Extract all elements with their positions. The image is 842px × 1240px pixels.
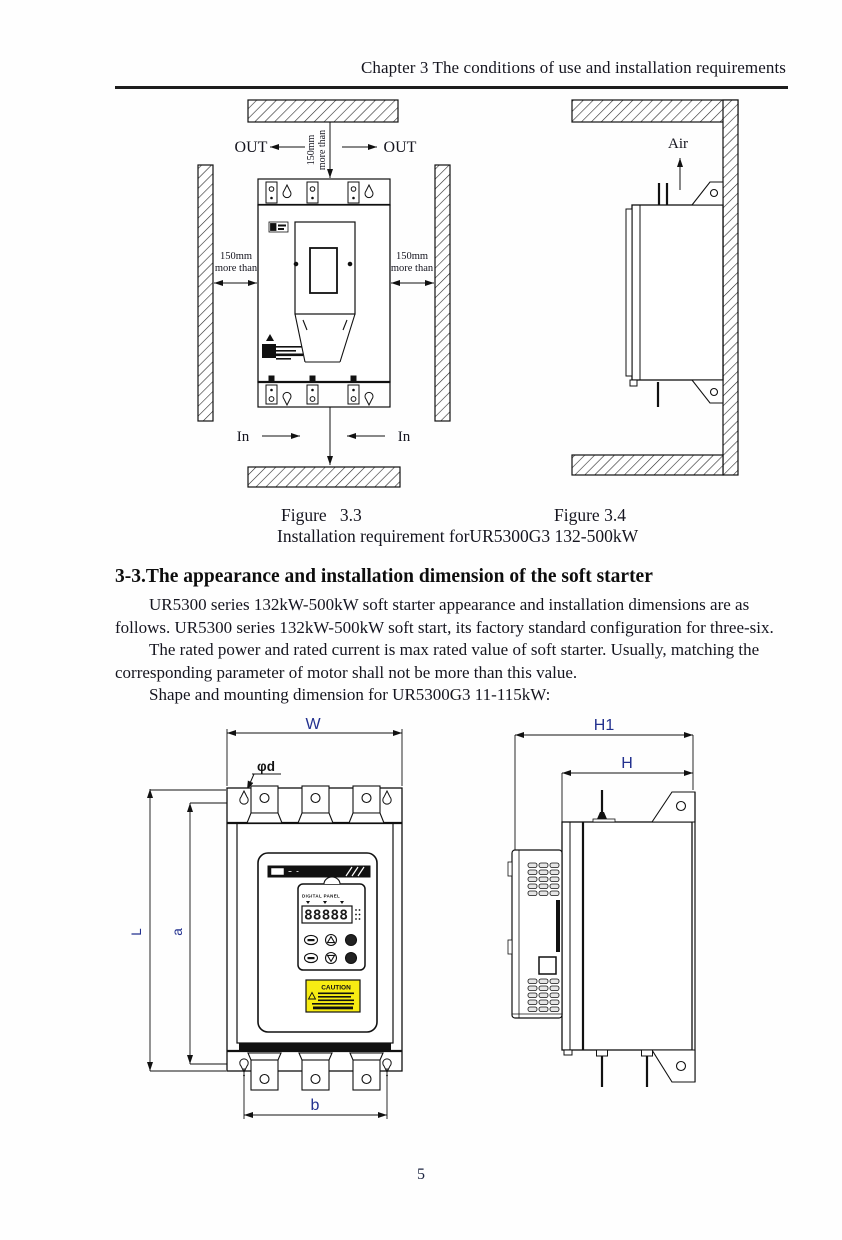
bottom-wall (572, 455, 723, 475)
dim-h1-label: H1 (593, 717, 615, 734)
left-clearance-label-line2: more than (214, 263, 258, 274)
figure-3-3-diagram (185, 95, 460, 500)
right-clearance-label-line2: more than (390, 263, 434, 274)
panel-screw (348, 262, 352, 266)
starter-front-body (227, 786, 402, 1090)
bottom-lugs (248, 1053, 383, 1090)
dimension-w (227, 729, 402, 786)
starter-side-body (508, 790, 695, 1087)
paragraph: UR5300 series 132kW-500kW soft starter appearance and installation dimensions are as follows. UR5300 series 132kW-500kW soft start, its factory standard configuration for three-six. (115, 595, 774, 637)
bottom-bracket (692, 380, 723, 403)
left-clearance-label-line1: 150mm (219, 251, 253, 262)
bottom-bracket (652, 1050, 695, 1082)
panel-title: DIGITAL PANEL (302, 893, 341, 899)
top-bracket (692, 182, 723, 205)
page-number: 5 (417, 1166, 425, 1183)
dim-phi-d-label: φd (257, 759, 275, 774)
bottom-wall (248, 467, 400, 487)
display-digits: 88888 (304, 908, 349, 924)
top-wall (572, 100, 738, 122)
chapter-header: Chapter 3 The conditions of use and installation requirements (360, 58, 786, 77)
brand-plate (269, 222, 288, 232)
dim-w-label: W (305, 716, 321, 733)
top-wall (248, 100, 398, 122)
caution-title: CAUTION (321, 984, 351, 992)
keypad-panel (298, 877, 365, 970)
air-label: Air (668, 136, 688, 152)
side-view-dimension-drawing (485, 705, 710, 1135)
header-rule (115, 86, 788, 89)
in-left-label: In (236, 429, 250, 445)
dim-b-label: b (310, 1097, 320, 1114)
dimension-l (150, 789, 226, 1071)
section-heading: 3-3.The appearance and installation dimension of the soft starter (115, 566, 653, 587)
dim-l-label: L (129, 928, 144, 936)
caption-figure-3-4: Figure 3.4 (554, 505, 626, 525)
keyhole-slot (283, 392, 291, 405)
cover-top-strip (268, 866, 370, 877)
right-wall (435, 165, 450, 421)
paragraph: The rated power and rated current is max rated value of soft starter. Usually, matching the corresponding parameter of motor shall not be more than this value. (115, 640, 760, 682)
caption-figure-3-3: Figure 3.3 (281, 505, 362, 525)
bracket-hole (711, 389, 718, 396)
vent-grille-lower (528, 979, 559, 1012)
dim-a-label: a (170, 928, 185, 936)
top-clearance-label-line1: 150mm (306, 134, 317, 166)
right-clearance-label-line1: 150mm (395, 251, 429, 262)
side-window (539, 957, 556, 974)
bracket-hole (677, 1062, 686, 1071)
front-view-dimension-drawing (130, 705, 425, 1135)
caption-subtitle: Installation requirement forUR5300G3 132-500kW (277, 526, 639, 546)
out-right-label: OUT (383, 139, 417, 156)
dim-h-label: H (621, 755, 633, 772)
vent-grille-upper (528, 863, 559, 896)
left-wall (198, 165, 213, 421)
bracket-hole (711, 190, 718, 197)
top-lugs (247, 786, 384, 823)
device-side-outline (626, 182, 723, 407)
device-front-outline (258, 179, 390, 407)
panel-screw (294, 262, 298, 266)
figure-3-4-diagram (540, 95, 745, 500)
out-left-label: OUT (234, 139, 268, 156)
top-clearance-label-line2: more than (317, 129, 328, 171)
paragraph: Shape and mounting dimension for UR5300G3 11-115kW: (149, 685, 551, 704)
bracket-hole (677, 802, 686, 811)
right-wall (723, 100, 738, 475)
in-right-label: In (397, 429, 411, 445)
section-3-3 (115, 564, 793, 707)
top-bracket (652, 792, 695, 822)
keyhole-slot (365, 392, 373, 405)
